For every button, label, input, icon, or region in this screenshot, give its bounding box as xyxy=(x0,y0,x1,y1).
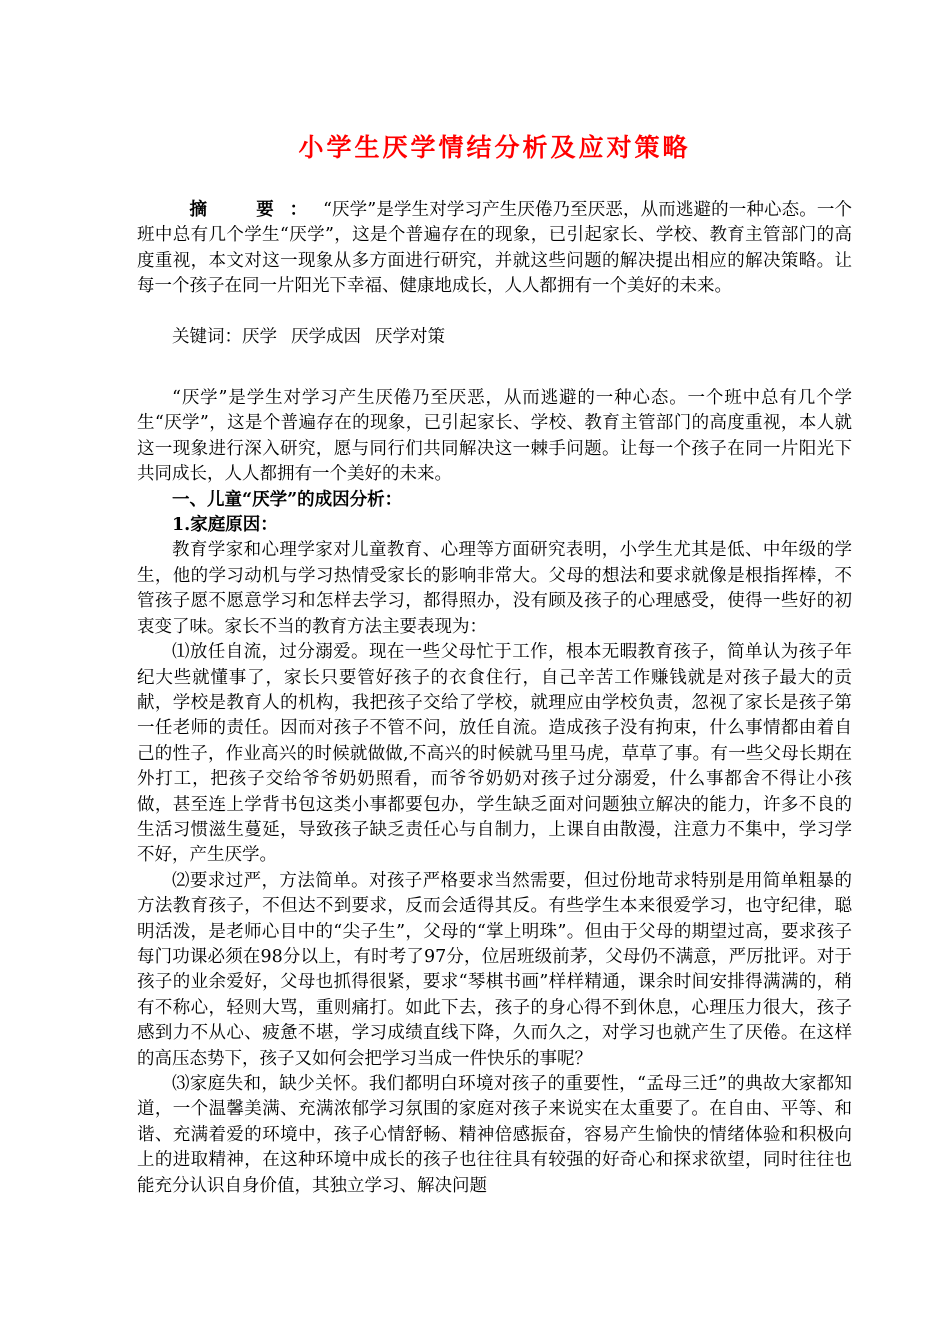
abstract-label: 摘 要： xyxy=(189,200,323,220)
body-paragraph: 教育学家和心理学家对儿童教育、心理等方面研究表明，小学生尤其是低、中年级的学生，他的学习动机与学习热情受家长的影响非常大。父母的想法和要求就像是根指挥棒，不管孩子愿不愿意学习和怎样去学习，都得照办，没有顾及孩子的心理感受，使得一些好的初衷变了味。家长不当的教育方法主要表现为： xyxy=(137,540,852,637)
section-heading: 一、儿童“厌学”的成因分析： xyxy=(172,489,403,510)
abstract-text: “厌学”是学生对学习产生厌倦乃至厌恶，从而逃避的一种心态。一个班中总有几个学生“厌学”，这是个普遍存在的现象，已引起家长、学校、教育主管部门的高度重视，本文对这一现象从多方面进行研究，并就这些问题的解决提出相应的解决策略。让每一个孩子在同一片阳光下幸福、健康地成长，人人都拥有一个美好的未来。 xyxy=(137,200,852,297)
keywords-line xyxy=(137,325,852,350)
document-title: 小学生厌学情结分析及应对策略 xyxy=(298,133,691,162)
list-item-paragraph: ⑶家庭失和，缺少关怀。我们都明白环境对孩子的重要性，“孟母三迁”的典故大家都知道，一个温馨美满、充满浓郁学习氛围的家庭对孩子来说实在太重要了。在自由、平等、和谐、充满着爱的环境中，孩子心情舒畅、精神倍感振奋，容易产生愉快的情绪体验和积极向上的进取精神，在这种环境中成长的孩子也往往具有较强的好奇心和探求欲望，同时往往也能充分认识自身价值，其独立学习、解决问题 xyxy=(137,1074,852,1196)
keyword-item: 厌学 xyxy=(242,326,277,347)
list-item-paragraph: ⑴放任自流，过分溺爱。现在一些父母忙于工作，根本无暇教育孩子，简单认为孩子年纪大些就懂事了，家长只要管好孩子的衣食住行，自己辛苦工作赚钱就是对孩子最大的贡献，学校是教育人的机构，我把孩子交给了学校，就理应由学校负责，忽视了家长是孩子第一任老师的责任。因而对孩子不管不问，放任自流。造成孩子没有拘束，什么事情都由着自己的性子，作业高兴的时候就做做,不高兴的时候就马里马虎，草草了事。有一些父母长期在外打工，把孩子交给爷爷奶奶照看，而爷爷奶奶对孩子过分溺爱，什么事都舍不得让小孩做，甚至连上学背书包这类小事都要包办，学生缺乏面对问题独立解决的能力，许多不良的生活习惯滋生蔓延，导致孩子缺乏责任心与自制力，上课自由散漫，注意力不集中，学习学不好，产生厌学。 xyxy=(137,642,852,866)
keyword-item: 厌学对策 xyxy=(375,326,445,347)
keyword-item: 厌学成因 xyxy=(291,326,361,347)
abstract-paragraph xyxy=(137,198,852,300)
list-item-paragraph: ⑵要求过严，方法简单。对孩子严格要求当然需要，但过份地苛求特别是用简单粗暴的方法教育孩子，不但达不到要求，反而会适得其反。有些学生本来很爱学习，也守纪律，聪明活泼，是老师心目中的“尖子生”，父母的“掌上明珠”。但由于父母的期望过高，要求孩子每门功课必须在98分以上，有时考了97分，位居班级前茅，父母仍不满意，严厉批评。对于孩子的业余爱好，父母也抓得很紧，要求“琴棋书画”样样精通，课余时间安排得满满的，稍有不称心，轻则大骂，重则痛打。如此下去，孩子的身心得不到休息，心理压力很大，孩子感到力不从心、疲惫不堪，学习成绩直线下降，久而久之，对学习也就产生了厌倦。在这样的高压态势下，孩子又如何会把学习当成一件快乐的事呢？ xyxy=(137,870,852,1069)
keywords-label: 关键词： xyxy=(172,326,242,347)
subsection-heading: 1.家庭原因： xyxy=(172,515,278,536)
document-page xyxy=(137,128,852,1199)
intro-paragraph: “厌学”是学生对学习产生厌倦乃至厌恶，从而逃避的一种心态。一个班中总有几个学生“厌学”，这是个普遍存在的现象，已引起家长、学校、教育主管部门的高度重视，本人就这一现象进行深入研究，愿与同行们共同解决这一棘手问题。让每一个孩子在同一片阳光下共同成长，人人都拥有一个美好的未来。 xyxy=(137,388,852,485)
